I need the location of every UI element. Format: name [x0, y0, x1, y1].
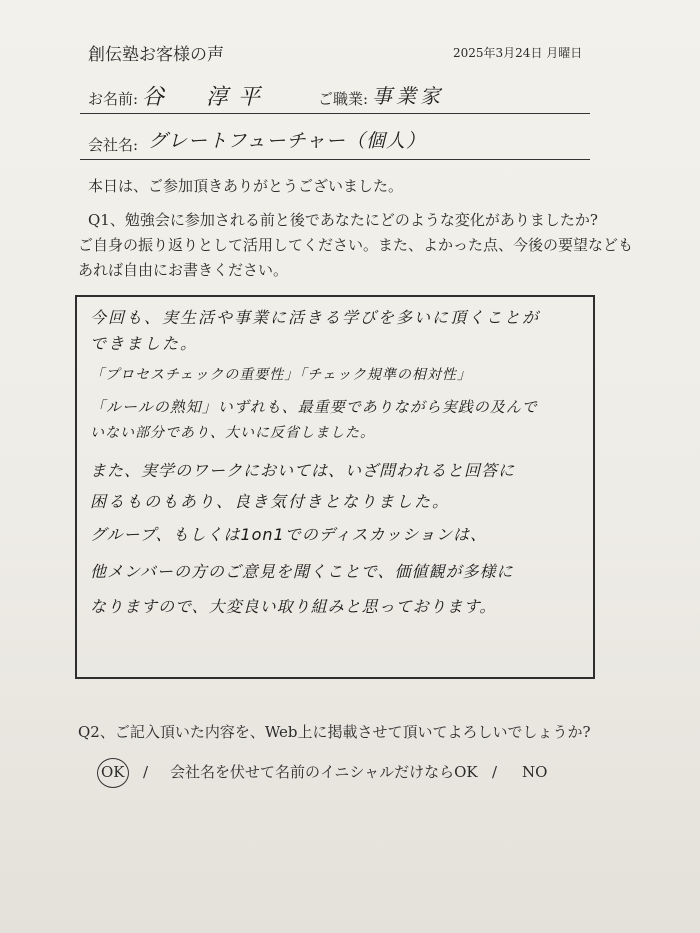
name-underline — [80, 113, 590, 114]
q1-line: ご自身の振り返りとして活用してください。また、よかった点、今後の要望なども — [78, 236, 634, 254]
q2-question: Q2、ご記入頂いた内容を、Web上に掲載させて頂いてよろしいでしょうか? — [78, 723, 591, 741]
name-label: お名前: — [88, 90, 139, 108]
company-value: グレートフューチャー（個人） — [148, 130, 426, 152]
answer-line: 他メンバーの方のご意見を聞くことで、価値観が多様に — [90, 562, 514, 581]
answer-line: できました。 — [90, 334, 199, 353]
answer-line: 「ルールの熟知」いずれも、最重要でありながら実践の及んで — [90, 398, 538, 416]
answer-line: グループ、もしくは1on1でのディスカッションは、 — [90, 525, 487, 544]
q1-line: あれば自由にお書きください。 — [78, 261, 289, 279]
q1-line: Q1、勉強会に参加される前と後であなたにどのような変化がありましたか? — [88, 211, 598, 229]
q2-option-initials[interactable]: 会社名を伏せて名前のイニシャルだけならOK — [170, 763, 478, 781]
q2-separator: / — [143, 763, 149, 781]
company-label: 会社名: — [88, 136, 139, 154]
form-date: 2025年3月24日 月曜日 — [453, 46, 583, 60]
answer-line: 困るものもあり、良き気付きとなりました。 — [90, 492, 451, 511]
name-value: 谷 淳平 — [142, 85, 271, 110]
answer-line: また、実学のワークにおいては、いざ問われると回答に — [90, 461, 516, 480]
answer-line: 今回も、実生活や事業に活きる学びを多いに頂くことが — [90, 308, 541, 327]
answer-line: なりますので、大変良い取り組みと思っております。 — [90, 597, 497, 616]
job-value: 事業家 — [372, 84, 444, 108]
form-title: 創伝塾お客様の声 — [88, 45, 224, 65]
answer-line: 「プロセスチェックの重要性」「チェック規準の相対性」 — [90, 367, 472, 383]
q2-option-ok[interactable]: OK — [101, 763, 125, 781]
company-underline — [80, 159, 590, 160]
job-label: ご職業: — [318, 90, 369, 108]
q2-option-no[interactable]: NO — [522, 763, 548, 781]
q2-separator: / — [492, 763, 498, 781]
intro-text: 本日は、ご参加頂きありがとうございました。 — [88, 177, 404, 195]
answer-line: いない部分であり、大いに反省しました。 — [90, 425, 375, 441]
